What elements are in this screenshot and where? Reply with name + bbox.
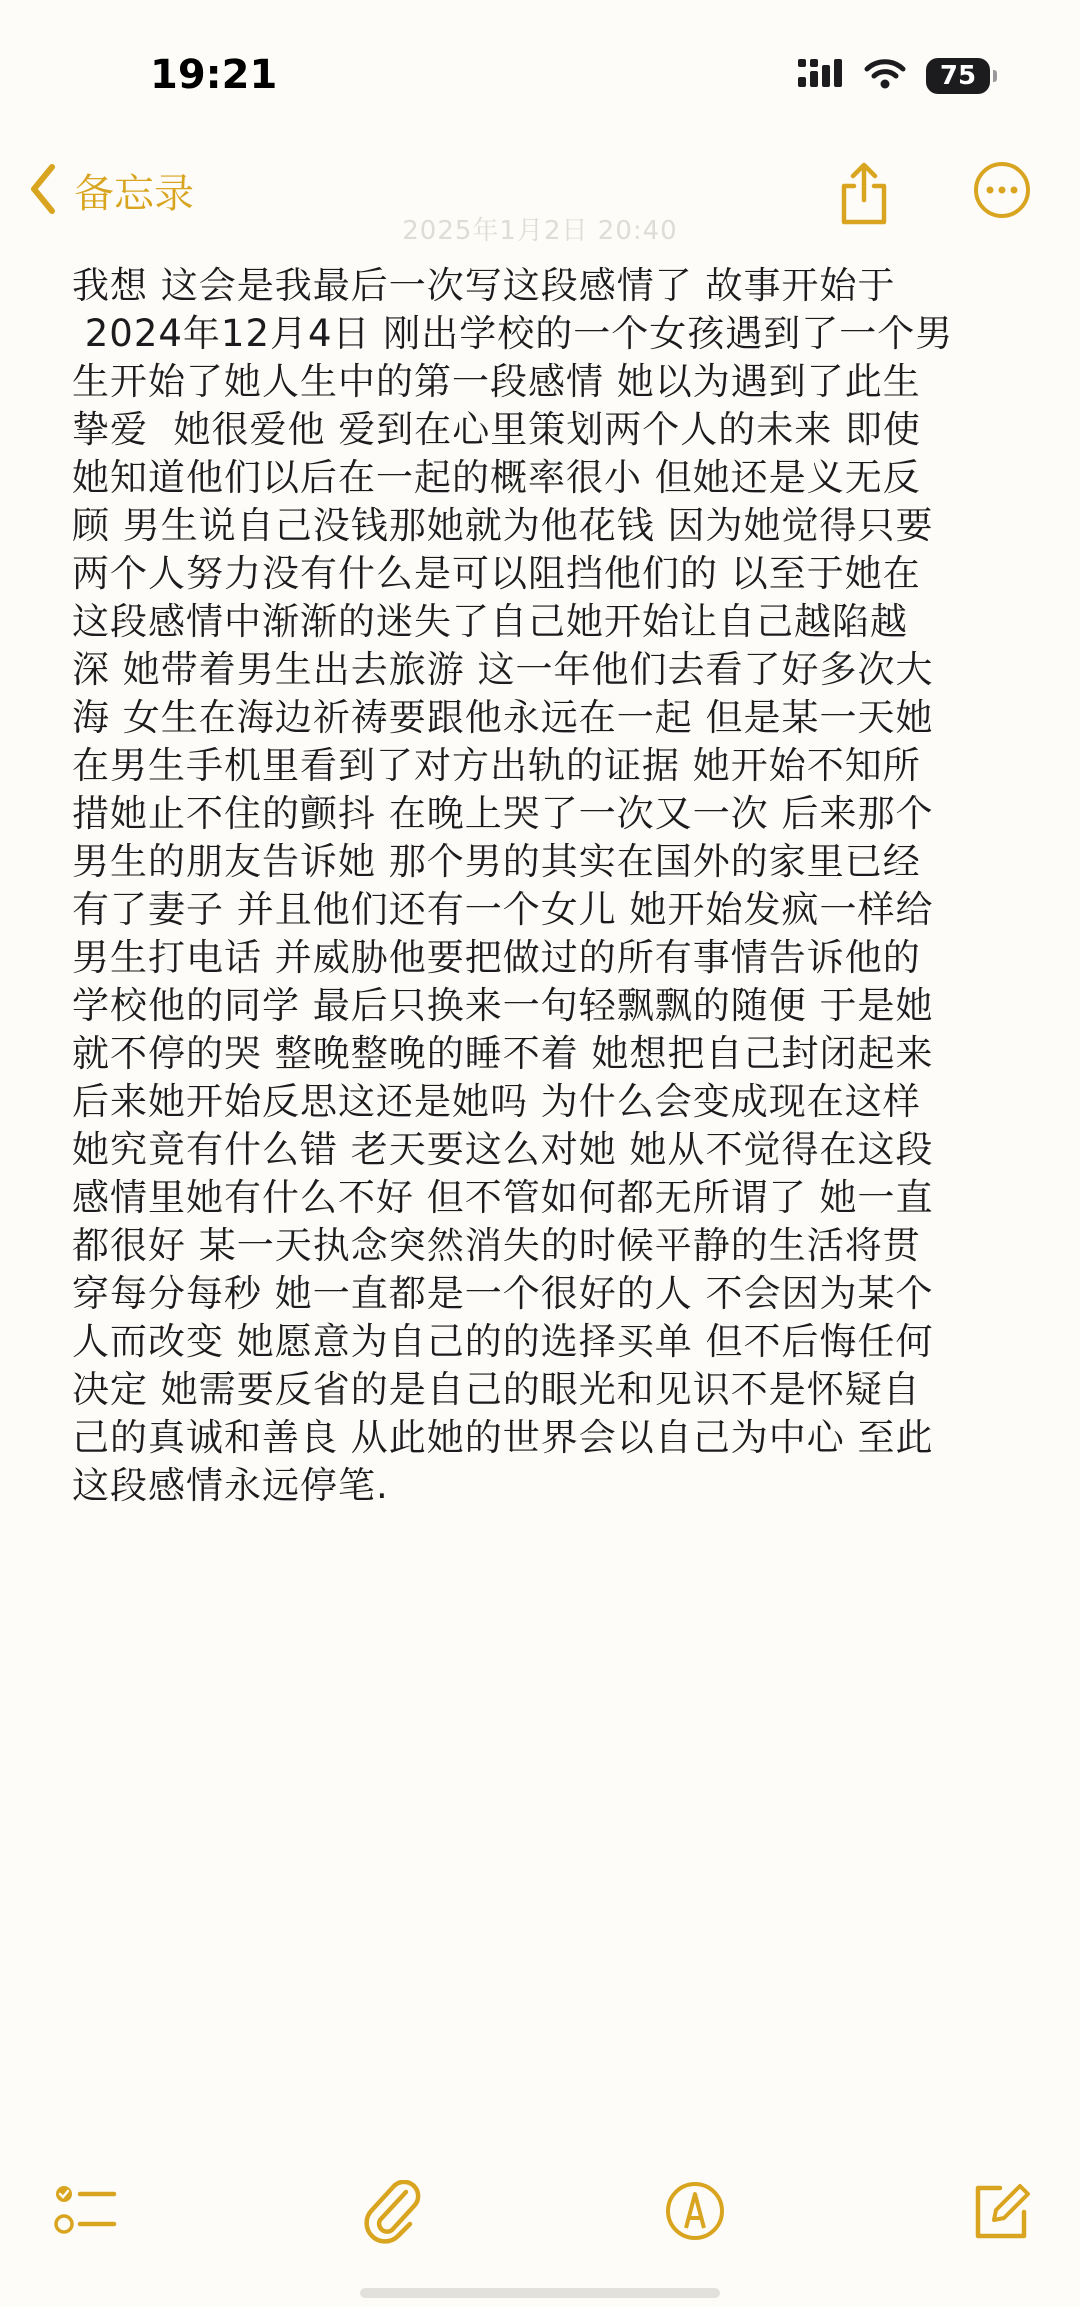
note-line: 穿每分每秒 她一直都是一个很好的人 不会因为某个 bbox=[72, 1272, 934, 1315]
note-line: 男生打电话 并威胁他要把做过的所有事情告诉他的 bbox=[72, 936, 921, 979]
note-line: 人而改变 她愿意为自己的的选择买单 但不后悔任何 bbox=[72, 1320, 934, 1363]
note-line: 深 她带着男生出去旅游 这一年他们去看了好多次大 bbox=[72, 648, 934, 691]
note-line: 学校他的同学 最后只换来一句轻飘飘的随便 于是她 bbox=[72, 984, 934, 1027]
note-line: 两个人努力没有什么是可以阻挡他们的 以至于她在 bbox=[72, 552, 921, 595]
status-time: 19:21 bbox=[150, 52, 278, 98]
note-line: 后来她开始反思这还是她吗 为什么会变成现在这样 bbox=[72, 1080, 921, 1123]
note-line: 男生的朋友告诉她 那个男的其实在国外的家里已经 bbox=[72, 840, 921, 883]
note-line: 她知道他们以后在一起的概率很小 但她还是义无反 bbox=[72, 456, 921, 499]
battery-icon: 75 bbox=[926, 58, 990, 94]
note-line: 在男生手机里看到了对方出轨的证据 她开始不知所 bbox=[72, 744, 921, 787]
note-line: 决定 她需要反省的是自己的眼光和见识不是怀疑自 bbox=[72, 1368, 921, 1411]
note-line: 己的真诚和善良 从此她的世界会以自己为中心 至此 bbox=[72, 1416, 934, 1459]
status-bar bbox=[0, 0, 1080, 150]
checklist-button[interactable] bbox=[52, 2180, 118, 2244]
paperclip-icon bbox=[362, 2229, 422, 2248]
note-line: 我想 这会是我最后一次写这段感情了 故事开始于 bbox=[72, 264, 896, 307]
note-line: 顾 男生说自己没钱那她就为他花钱 因为她觉得只要 bbox=[72, 504, 934, 547]
markup-pen-icon bbox=[664, 2227, 726, 2246]
note-line: 都很好 某一天执念突然消失的时候平静的生活将贯 bbox=[72, 1224, 921, 1267]
home-indicator[interactable] bbox=[360, 2288, 720, 2298]
wifi-icon bbox=[864, 58, 906, 94]
note-line: 就不停的哭 整晚整晚的睡不着 她想把自己封闭起来 bbox=[72, 1032, 934, 1075]
cellular-signal-icon bbox=[798, 59, 844, 93]
checklist-icon bbox=[52, 2225, 118, 2244]
note-line: 这段感情中渐渐的迷失了自己她开始让自己越陷越 bbox=[72, 600, 908, 643]
note-line: 这段感情永远停笔. bbox=[72, 1464, 389, 1507]
note-line: 生开始了她人生中的第一段感情 她以为遇到了此生 bbox=[72, 360, 921, 403]
note-line: 2024年12月4日 刚出学校的一个女孩遇到了一个男 bbox=[72, 312, 954, 355]
note-line: 她究竟有什么错 老天要这么对她 她从不觉得在这段 bbox=[72, 1128, 934, 1171]
compose-button[interactable] bbox=[970, 2180, 1032, 2246]
compose-icon bbox=[970, 2227, 1032, 2246]
bottom-toolbar bbox=[0, 2160, 1080, 2260]
note-line: 挚爱 她很爱他 爱到在心里策划两个人的未来 即使 bbox=[72, 408, 922, 451]
attach-button[interactable] bbox=[362, 2180, 422, 2248]
note-line: 海 女生在海边祈祷要跟他永远在一起 但是某一天她 bbox=[72, 696, 934, 739]
note-line: 感情里她有什么不好 但不管如何都无所谓了 她一直 bbox=[72, 1176, 934, 1219]
note-date: 2025年1月2日 20:40 bbox=[402, 216, 678, 246]
markup-button[interactable] bbox=[664, 2180, 726, 2246]
back-label: 备忘录 bbox=[74, 171, 194, 217]
status-icons bbox=[798, 58, 990, 94]
note-body[interactable] bbox=[72, 262, 1032, 1510]
note-line: 措她止不住的颤抖 在晚上哭了一次又一次 后来那个 bbox=[72, 792, 934, 835]
note-line: 有了妻子 并且他们还有一个女儿 她开始发疯一样给 bbox=[72, 888, 934, 931]
